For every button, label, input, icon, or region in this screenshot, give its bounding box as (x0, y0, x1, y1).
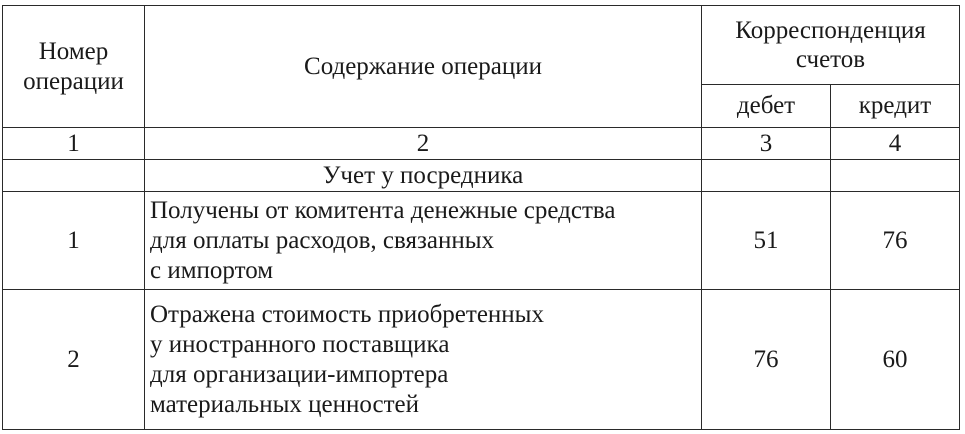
operation-number: 1 (3, 192, 145, 290)
header-row (3, 6, 960, 85)
header-debit: дебет (702, 85, 831, 128)
column-number-1: 1 (3, 128, 145, 160)
operation-content-line: у иностранного поставщика (150, 330, 450, 358)
accounting-operations-table (2, 5, 960, 430)
header-correspondence-line-1: Корреспонденция (735, 16, 926, 44)
header-credit: кредит (831, 85, 960, 128)
table-row (3, 290, 960, 430)
header-operation-number-line-2: операции (23, 67, 124, 95)
operation-content (145, 290, 702, 430)
credit-account: 60 (831, 290, 960, 430)
operation-number: 2 (3, 290, 145, 430)
table-row (3, 192, 960, 290)
credit-account: 76 (831, 192, 960, 290)
section-empty-cell (3, 160, 145, 192)
header-operation-number (3, 6, 145, 128)
debit-account: 76 (702, 290, 831, 430)
section-row (3, 160, 960, 192)
header-correspondence-line-2: счетов (795, 46, 866, 73)
operation-content-line: для организации-импортера (150, 360, 449, 388)
column-number-3: 3 (702, 128, 831, 160)
operation-content-line: Получены от комитента денежные средства (150, 196, 616, 224)
header-correspondence (702, 6, 960, 85)
section-empty-cell (702, 160, 831, 192)
operation-content-line: материальных ценностей (150, 390, 419, 418)
section-empty-cell (831, 160, 960, 192)
operation-content-line: Отражена стоимость приобретенных (150, 300, 544, 328)
header-operation-number-line-1: Номер (38, 38, 109, 65)
debit-account: 51 (702, 192, 831, 290)
section-title: Учет у посредника (145, 160, 702, 192)
operation-content (145, 192, 702, 290)
column-numbers-row (3, 128, 960, 160)
column-number-4: 4 (831, 128, 960, 160)
column-number-2: 2 (145, 128, 702, 160)
operation-content-line: для оплаты расходов, связанных (150, 226, 495, 254)
operation-content-line: с импортом (150, 256, 274, 284)
header-operation-content: Содержание операции (145, 6, 702, 128)
